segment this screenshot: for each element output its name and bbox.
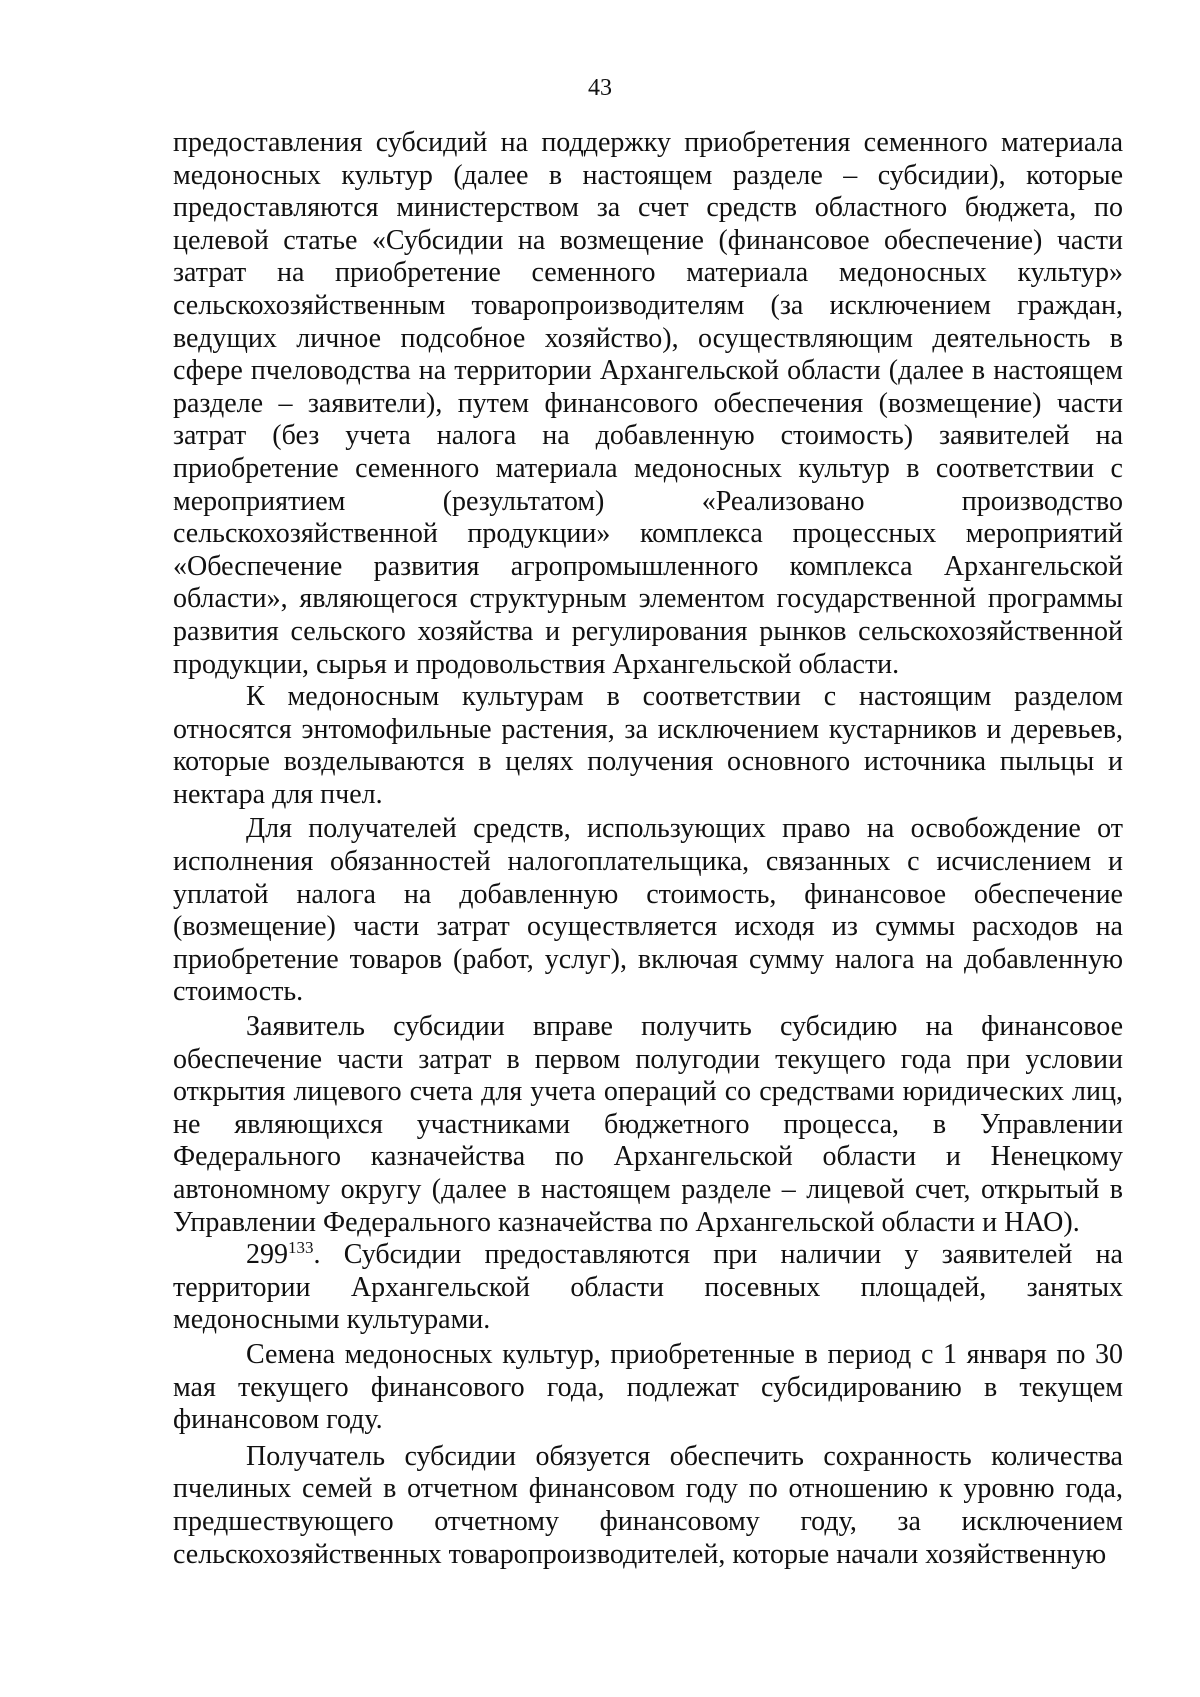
paragraph-3: Для получателей средств, использующих право на освобождение от исполнения обязанностей налогоплательщика, связанных с исчислением и уплатой налога на добавленную стоимость, финансовое обеспечение (возмещение) части затрат осуществляется исходя из суммы расходов на приобретение товаров (работ, услуг), включая сумму налога на добавленную стоимость. bbox=[173, 813, 1123, 1008]
page-number: 43 bbox=[588, 75, 612, 101]
clause-number: 299 bbox=[246, 1239, 288, 1271]
paragraph-1: предоставления субсидий на поддержку приобретения семенного материала медоносных культур (далее в настоящем разделе – субсидии), которые предоставляются министерством за счет средств областного бюджета, по целевой статье «Субсидии на возмещение (финансовое обеспечение) части затрат на приобретение семенного материала медоносных культур» сельскохозяйственным товаропроизводителям (за исключением граждан, ведущих личное подсобное хозяйство), осуществляющим деятельность в сфере пчеловодства на территории Архангельской области (далее в настоящем разделе – заявители), путем финансового обеспечения (возмещение) части затрат (без учета налога на добавленную стоимость) заявителей на приобретение семенного материала медоносных культур в соответствии с мероприятием (результатом) «Реализовано производство сельскохозяйственной продукции» комплекса процессных мероприятий «Обеспечение развития агропромышленного комплекса Архангельской области», являющегося структурным элементом государственной программы развития сельского хозяйства и регулирования рынков сельскохозяйственной продукции, сырья и продовольствия Архангельской области. bbox=[173, 127, 1123, 680]
paragraph-6: Семена медоносных культур, приобретенные в период с 1 января по 30 мая текущего финансового года, подлежат субсидированию в текущем финансовом году. bbox=[173, 1338, 1123, 1436]
clause-superscript: 133 bbox=[288, 1238, 314, 1258]
paragraph-5-clause-299 bbox=[173, 1239, 1123, 1337]
document-body bbox=[173, 127, 1123, 1571]
clause-text: . Субсидии предоставляются при наличии у заявителей на территории Архангельской области посевных площадей, занятых медоносными культурами. bbox=[173, 1239, 1123, 1336]
paragraph-2: К медоносным культурам в соответствии с настоящим разделом относятся энтомофильные растения, за исключением кустарников и деревьев, которые возделываются в целях получения основного источника пыльцы и нектара для пчел. bbox=[173, 681, 1123, 810]
paragraph-4: Заявитель субсидии вправе получить субсидию на финансовое обеспечение части затрат в первом полугодии текущего года при условии открытия лицевого счета для учета операций со средствами юридических лиц, не являющихся участниками бюджетного процесса, в Управлении Федерального казначейства по Архангельской области и Ненецкому автономному округу (далее в настоящем разделе – лицевой счет, открытый в Управлении Федерального казначейства по Архангельской области и НАО). bbox=[173, 1011, 1123, 1238]
paragraph-7: Получатель субсидии обязуется обеспечить сохранность количества пчелиных семей в отчетном финансовом году по отношению к уровню года, предшествующего отчетному финансовому году, за исключением сельскохозяйственных товаропроизводителей, которые начали хозяйственную bbox=[173, 1440, 1123, 1570]
